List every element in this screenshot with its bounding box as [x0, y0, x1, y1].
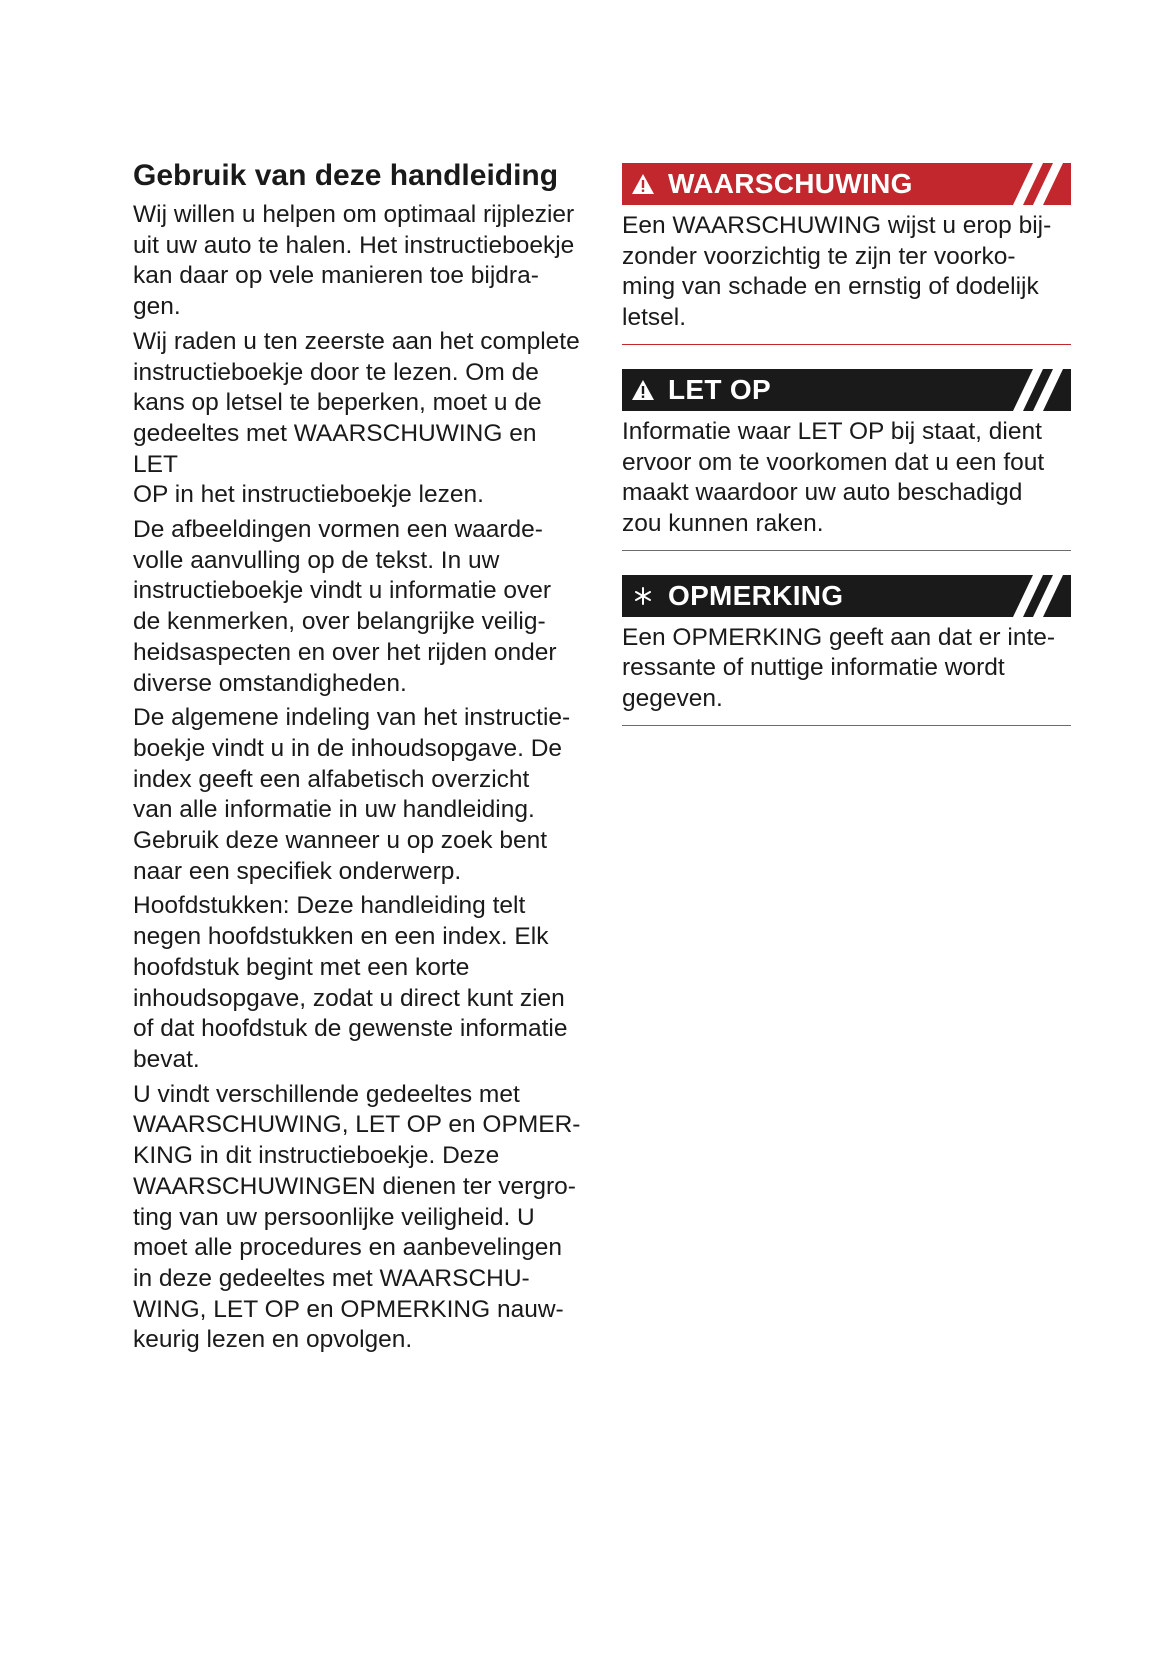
paragraph-layout: De algemene indeling van het instructie- boekje vindt u in de inhoudsopgave. De index geeft een alfabetisch overzicht van alle informatie in uw handleiding. Gebruik deze wanneer u op zoek bent naar een specifiek onderwerp. [133, 704, 571, 885]
paragraph-chapters: Hoofdstukken: Deze handleiding telt negen hoofdstukken en een index. Elk hoofdstuk begint met een korte inhoudsopgave, zodat u direct kunt zien of dat hoofdstuk de gewenste informatie bevat. [133, 892, 568, 1073]
warning-text: Een WAARSCHUWING wijst u erop bij- zonder voorzichtig te zijn ter voorko- ming van schade en ernstig of dodelijk letsel. [622, 212, 1052, 332]
warning-triangle-icon [630, 171, 656, 197]
caution-header [622, 369, 1071, 411]
note-text: Een OPMERKING geeft aan dat er inte- ressante of nuttige informatie wordt gegeven. [622, 623, 1056, 713]
warning-title: WAARSCHUWING [668, 168, 913, 199]
stripes-decoration [991, 575, 1071, 617]
right-column [622, 163, 1071, 750]
page-heading: Gebruik van deze handleiding [133, 159, 559, 192]
caution-text: Informatie waar LET OP bij staat, dient ervoor om te voorkomen dat u een fout maakt waardoor uw auto beschadigd zou kunnen raken. [622, 417, 1045, 537]
paragraph-notices: U vindt verschillende gedeeltes met WAARSCHUWING, LET OP en OPMER- KING in dit instructieboekje. Deze WAARSCHUWINGEN dienen ter vergro- ting van uw persoonlijke veiligheid. U moet alle procedures en aanbevelingen in deze gedeeltes met WAARSCHU- WING, LET OP en OPMERKING nauw- keurig lezen en opvolgen. [133, 1080, 581, 1354]
paragraph-intro: Wij willen u helpen om optimaal rijplezier uit uw auto te halen. Het instructieboekje kan daar op vele manieren toe bijdra- gen. [133, 201, 575, 321]
note-title: OPMERKING [668, 579, 844, 611]
note-notice [622, 575, 1071, 726]
note-divider [622, 725, 1071, 726]
caution-divider [622, 550, 1071, 551]
stripes-decoration [991, 369, 1071, 411]
paragraph-illustrations: De afbeeldingen vormen een waarde- volle aanvulling op de tekst. In uw instructieboekje vindt u informatie over de kenmerken, over belangrijke veilig- heidsaspecten en over het rijden onder diverse omstandigheden. [133, 516, 557, 697]
warning-divider [622, 344, 1071, 345]
warning-triangle-icon [630, 377, 656, 403]
asterisk-icon [630, 583, 656, 609]
warning-notice [622, 163, 1071, 345]
note-header [622, 575, 1071, 617]
left-column [133, 158, 588, 1360]
paragraph-advice: Wij raden u ten zeerste aan het complete instructieboekje door te lezen. Om de kans op letsel te beperken, moet u de gedeeltes met WAARSCHUWING en LET OP in het instructieboekje lezen. [133, 327, 580, 509]
stripes-decoration [991, 163, 1071, 205]
warning-header [622, 163, 1071, 205]
caution-title: LET OP [668, 373, 771, 405]
caution-notice [622, 369, 1071, 551]
